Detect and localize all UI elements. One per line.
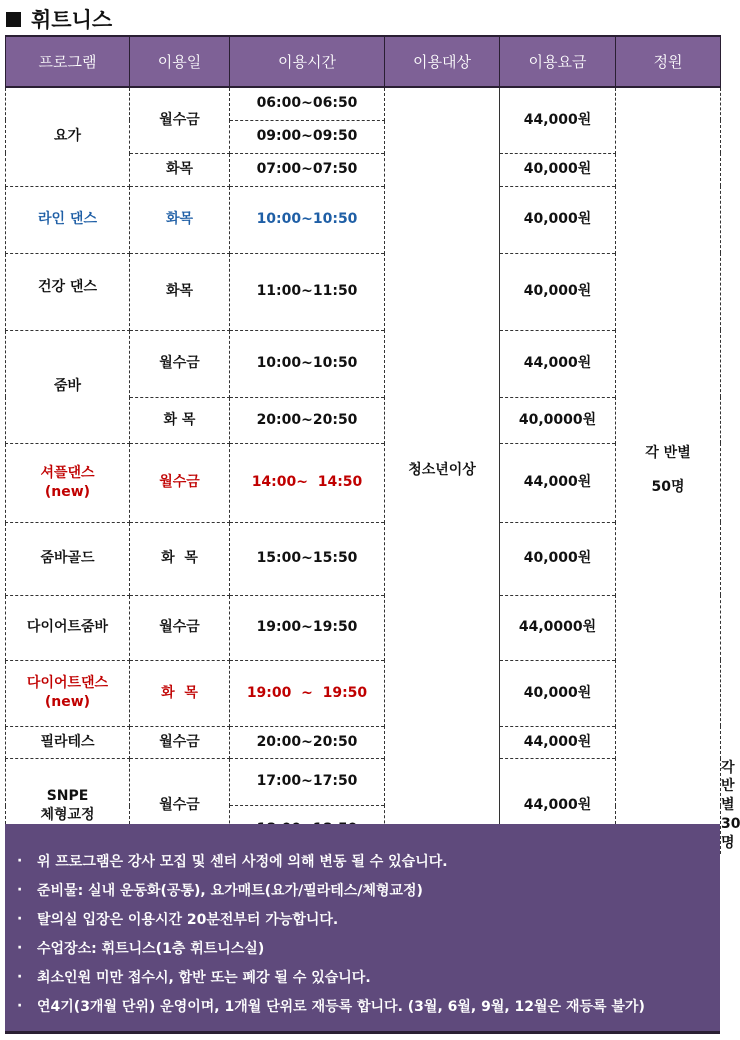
table-row bbox=[6, 87, 721, 120]
day-cell: 월수금 bbox=[130, 726, 230, 758]
note-text: 최소인원 미만 접수시, 합반 또는 폐강 될 수 있습니다. bbox=[37, 969, 371, 986]
square-bullet-icon bbox=[6, 12, 21, 27]
note-item bbox=[17, 962, 720, 991]
program-zumba-gold: 줌바골드 bbox=[6, 522, 130, 595]
fee-cell: 44,000원 bbox=[500, 443, 616, 522]
day-cell: 월수금 bbox=[130, 595, 230, 660]
time-cell: 10:00~10:50 bbox=[230, 330, 385, 397]
header-day: 이용일 bbox=[130, 36, 230, 87]
bullet-icon: · bbox=[17, 910, 23, 927]
time-cell: 17:00~17:50 bbox=[230, 758, 385, 806]
capacity-line2: 50명 bbox=[651, 479, 685, 496]
note-item bbox=[17, 846, 720, 875]
time-cell: 06:00~06:50 bbox=[230, 87, 385, 120]
program-line-dance: 라인 댄스 bbox=[6, 186, 130, 253]
program-name-line2: (new) bbox=[44, 483, 91, 500]
page-title bbox=[6, 4, 112, 34]
time-cell: 15:00~15:50 bbox=[230, 522, 385, 595]
program-diet-zumba: 다이어트줌바 bbox=[6, 595, 130, 660]
fee-cell: 44,000원 bbox=[500, 726, 616, 758]
header-target: 이용대상 bbox=[385, 36, 500, 87]
program-name-line1: SNPE bbox=[46, 787, 89, 804]
program-pilates: 필라테스 bbox=[6, 726, 130, 758]
header-time: 이용시간 bbox=[230, 36, 385, 87]
table-row: SNPE 체형교정 월수금 17:00~17:50 44,000원 각 반별 30명 bbox=[6, 758, 721, 806]
table-row bbox=[6, 595, 721, 660]
fee-cell: 44,000원 bbox=[500, 758, 616, 853]
bullet-icon: · bbox=[17, 939, 23, 956]
time-cell: 19:00 ~ 19:50 bbox=[230, 660, 385, 726]
note-item bbox=[17, 904, 720, 933]
table-row bbox=[6, 443, 721, 522]
note-item bbox=[17, 875, 720, 904]
time-cell: 19:00~19:50 bbox=[230, 595, 385, 660]
day-cell: 월수금 bbox=[130, 443, 230, 522]
header-row bbox=[6, 36, 721, 87]
header-program: 프로그램 bbox=[6, 36, 130, 87]
target-cell: 청소년이상 bbox=[385, 87, 500, 853]
fee-cell: 44,000원 bbox=[500, 87, 616, 153]
header-capacity: 정원 bbox=[616, 36, 721, 87]
time-cell: 20:00~20:50 bbox=[230, 726, 385, 758]
fee-cell: 40,0000원 bbox=[500, 397, 616, 443]
note-text: 연4기(3개월 단위) 운영이며, 1개월 단위로 재등록 합니다. (3월, 6월, 9월, 12월은 재등록 불가) bbox=[37, 998, 645, 1015]
table-row bbox=[6, 660, 721, 726]
capacity-cell bbox=[616, 87, 721, 853]
note-text: 준비물: 실내 운동화(공통), 요가매트(요가/필라테스/체형교정) bbox=[37, 882, 423, 899]
header-fee: 이용요금 bbox=[500, 36, 616, 87]
day-cell: 월수금 bbox=[130, 758, 230, 853]
day-cell: 화 목 bbox=[130, 660, 230, 726]
bullet-icon: · bbox=[17, 997, 23, 1014]
table-row bbox=[6, 253, 721, 330]
fee-cell: 40,000원 bbox=[500, 186, 616, 253]
note-item bbox=[17, 933, 720, 962]
program-health-dance: 건강 댄스 bbox=[6, 253, 130, 330]
table-row bbox=[6, 330, 721, 397]
note-text: 탈의실 입장은 이용시간 20분전부터 가능합니다. bbox=[37, 911, 339, 928]
schedule-table bbox=[5, 35, 740, 854]
bullet-icon: · bbox=[17, 881, 23, 898]
program-name-line2: 체형교정 bbox=[40, 806, 95, 823]
fee-cell: 44,000원 bbox=[500, 330, 616, 397]
day-cell: 화목 bbox=[130, 153, 230, 186]
day-cell: 화목 bbox=[130, 253, 230, 330]
day-cell: 화 목 bbox=[130, 397, 230, 443]
fee-cell: 40,000원 bbox=[500, 253, 616, 330]
program-shuffle-dance bbox=[6, 443, 130, 522]
program-name-line1: 다이어트댄스 bbox=[26, 675, 109, 692]
notes-box bbox=[5, 824, 720, 1034]
note-text: 위 프로그램은 강사 모집 및 센터 사정에 의해 변동 될 수 있습니다. bbox=[37, 853, 448, 870]
bullet-icon: · bbox=[17, 852, 23, 869]
program-zumba: 줌바 bbox=[6, 330, 130, 443]
time-cell: 07:00~07:50 bbox=[230, 153, 385, 186]
table-row bbox=[6, 186, 721, 253]
fee-cell: 40,000원 bbox=[500, 153, 616, 186]
bullet-icon: · bbox=[17, 968, 23, 985]
program-diet-dance bbox=[6, 660, 130, 726]
fee-cell: 40,000원 bbox=[500, 522, 616, 595]
time-cell: 11:00~11:50 bbox=[230, 253, 385, 330]
day-cell: 월수금 bbox=[130, 87, 230, 153]
program-name-line2: (new) bbox=[44, 694, 91, 710]
note-text: 수업장소: 휘트니스(1층 휘트니스실) bbox=[37, 940, 265, 957]
fee-cell: 40,000원 bbox=[500, 660, 616, 726]
time-cell: 20:00~20:50 bbox=[230, 397, 385, 443]
table-row bbox=[6, 726, 721, 758]
capacity-line1: 각 반별 bbox=[645, 444, 691, 461]
program-yoga: 요가 bbox=[6, 87, 130, 186]
time-cell: 09:00~09:50 bbox=[230, 120, 385, 153]
page-title-text: 휘트니스 bbox=[31, 8, 113, 32]
day-cell: 화 목 bbox=[130, 522, 230, 595]
fee-cell: 44,0000원 bbox=[500, 595, 616, 660]
time-cell: 10:00~10:50 bbox=[230, 186, 385, 253]
table-row bbox=[6, 522, 721, 595]
program-name-line1: 셔플댄스 bbox=[40, 464, 95, 481]
note-item bbox=[17, 991, 720, 1020]
day-cell: 월수금 bbox=[130, 330, 230, 397]
time-cell: 14:00~ 14:50 bbox=[230, 443, 385, 522]
day-cell: 화목 bbox=[130, 186, 230, 253]
